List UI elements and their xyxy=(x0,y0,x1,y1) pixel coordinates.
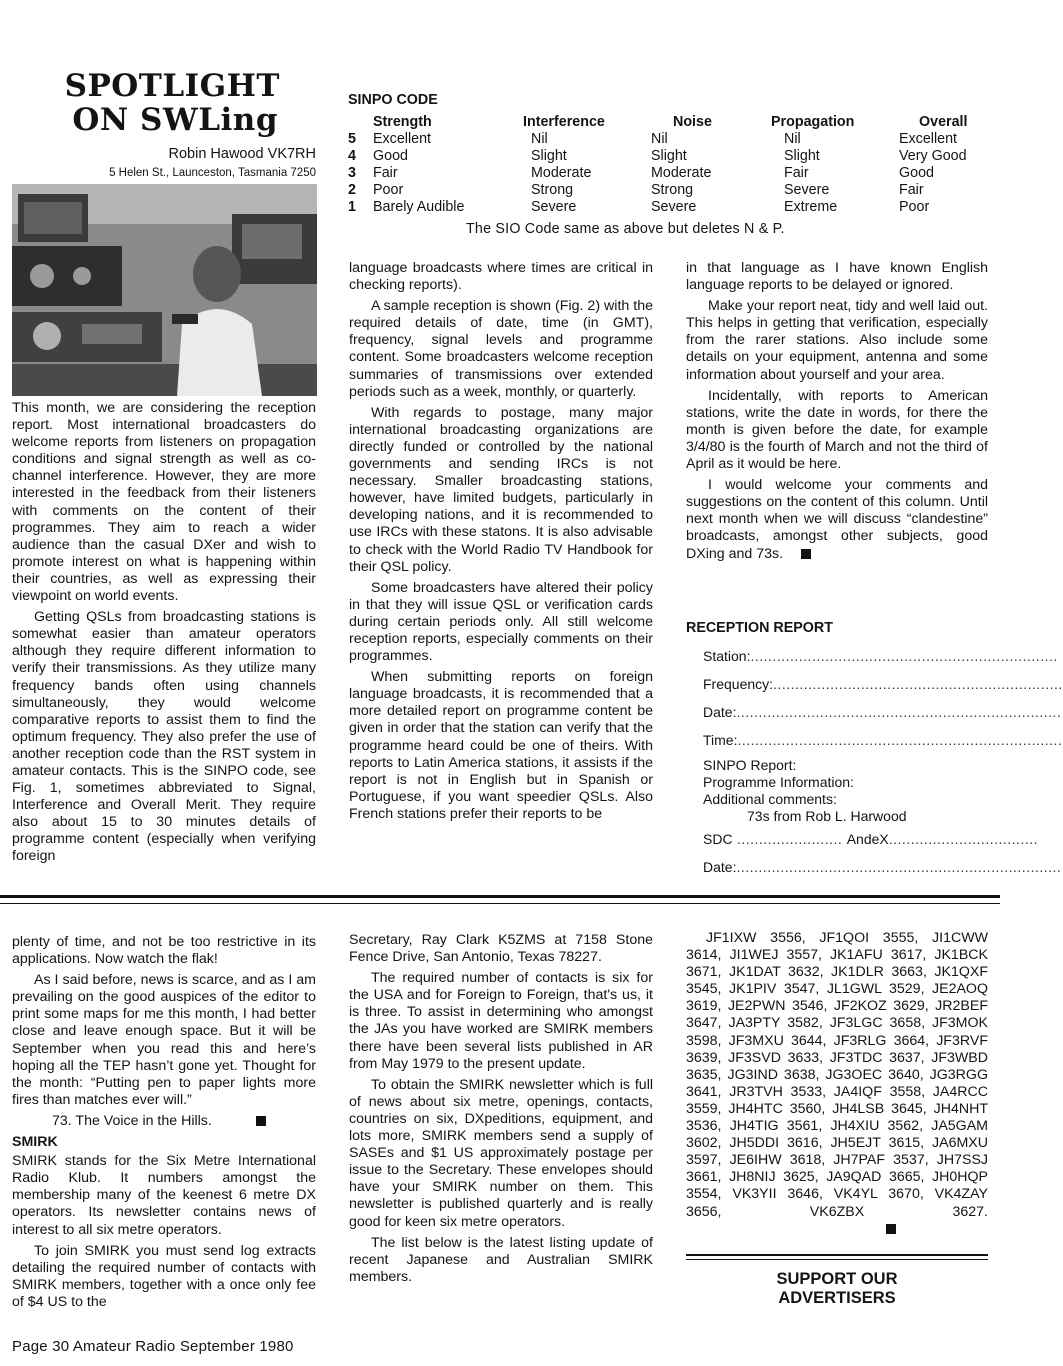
paragraph: The list below is the latest listing update of recent Japanese and Australian SMIRK members. xyxy=(349,1234,653,1285)
sinpo-col-propagation: Propagation xyxy=(771,114,855,130)
smirk-heading: SMIRK xyxy=(12,1134,58,1151)
sinpo-col-interference: Interference xyxy=(523,114,605,130)
form-frequency: Frequency:.................................................................. xyxy=(703,676,1063,692)
signoff-line: 73. The Voice in the Hills. xyxy=(12,1113,316,1130)
form-sinpo-report: SINPO Report: xyxy=(703,757,797,773)
end-of-section-mark xyxy=(256,1116,266,1126)
sinpo-title: SINPO CODE xyxy=(348,92,438,108)
paragraph: This month, we are considering the reception report. Most international broadcasters do welcome reports from listeners on propagation conditions and signal strength as well as co-channel interference. However, they are more interested in the feedback from their listeners with comments on the content of their programmes. They aim to reach a wider audience than the casual DXer and wish to promote interest on what is happening within their countries, as well as expressing their viewpoint on world events. xyxy=(12,400,316,605)
headline-spotlight: SPOTLIGHT xyxy=(64,68,280,104)
form-programme: Programme Information: xyxy=(703,774,854,790)
smirk-members-list: JF1IXW 3556, JF1QOI 3555, JI1CWW 3614, JI1WEJ 3557, JK1AFU 3617, JK1BCK 3671, JK1DAT 3632, JK1DLR 3663, JK1QXF 3545, JK1PIV 3547, JL1GWL 3529, JE2AOQ 3619, JE2PWN 3546, JF2KOZ 3629, JR2BEF 3647, JA3PTY 3582, JF3LGC 3658, JF3MOK 3598, JF3MXU 3644, JF3RLG 3664, JF3RVF 3639, JF3SVD 3633, JF3TDC 3637, JF3WBD 3635, JG3IND 3638, JG3OEC 3640, JG3RGG 3641, JR3TVH 3533, JA4IQF 3558, JA4RCC 3559, JH4HTC 3560, JH4LSB 3645, JH4NHT 3536, JH4TIG 3561, JH4XIU 3562, JA5GAM 3602, JH5DDI 3616, JH5EJT 3615, JA6MXU 3597, JE6IHW 3618, JH7PAF 3537, JH7SSJ 3661, JH8NIJ 3625, JA9QAD 3665, JH0HQP 3554, VK3YII 3646, VK4YL 3670, VK4ZAY 3656, VK6ZBX 3627. xyxy=(686,930,988,1238)
form-additional: Additional comments: xyxy=(703,791,837,807)
form-date: Date:.......................................................................... xyxy=(703,704,1062,720)
paragraph: A sample reception is shown (Fig. 2) with the required details of date, time (in GMT), frequency, signal levels and programme content. Some broadcasters welcome reception summaries of transmissions over extended periods such as a week, monthly, or quarterly. xyxy=(349,298,653,400)
paragraph: plenty of time, and not be too restrictive in its applications. Now watch the flak! xyxy=(12,934,316,968)
sinpo-row: 2 Poor Strong Strong Severe Fair xyxy=(348,182,924,198)
lower-column-3 xyxy=(686,930,988,1242)
column-2 xyxy=(349,260,653,827)
form-date-2: Date:.......................................................................... xyxy=(703,859,1062,875)
page-footer: Page 30 Amateur Radio September 1980 xyxy=(12,1338,294,1355)
photo-illustration xyxy=(12,184,317,396)
sinpo-table xyxy=(348,114,999,216)
form-sdc: SDC ........................ AndeX.................................. xyxy=(703,831,1038,847)
sinpo-row: 1 Barely Audible Severe Severe Extreme Poor xyxy=(348,199,930,215)
paragraph: Secretary, Ray Clark K5ZMS at 7158 Stone Fence Drive, San Antonio, Texas 78227. xyxy=(349,932,653,966)
support-line-2: ADVERTISERS xyxy=(778,1289,896,1307)
form-signoff: 73s from Rob L. Harwood xyxy=(747,808,907,824)
paragraph: SMIRK stands for the Six Metre International Radio Klub. It numbers amongst the membership many of the keenest 6 metre DX operators. Its newsletter contains news of interest to all six metre operators. xyxy=(12,1153,316,1238)
paragraph: To join SMIRK you must send log extracts detailing the required number of contacts with SMIRK members, together with a once only fee of $4 US to the xyxy=(12,1242,316,1310)
paragraph: To obtain the SMIRK newsletter which is full of news about six metre, openings, contacts, countries on six, DXpeditions, equipment, and lots more, SMIRK members send a supply of SASEs and $1 US approximately postage per issue to the Secretary. These envelopes should have your SMIRK number on them. This newsletter is published quarterly and is really good for keen six metre operators. xyxy=(349,1076,653,1230)
end-of-list-mark xyxy=(886,1224,896,1234)
sinpo-row: 4 Good Slight Slight Slight Very Good xyxy=(348,148,967,164)
paragraph: As I said before, news is scarce, and as I am prevailing on the good auspices of the editor to print some maps for me this month, I had better close and leave enough space. But it will be September when you read this and here’s hoping all the TEP hasn’t gone yet. Thought for the month: “Putting pen to paper lights more fires than matches ever will.” xyxy=(12,972,316,1108)
sinpo-header-row xyxy=(348,114,999,131)
column-1 xyxy=(12,400,316,870)
paragraph: language broadcasts where times are critical in checking reports). xyxy=(349,260,653,294)
form-station: Station:...................................................................... xyxy=(703,648,1058,664)
sinpo-col-overall: Overall xyxy=(919,114,968,130)
sinpo-row: 5 Excellent Nil Nil Nil Excellent xyxy=(348,131,958,147)
paragraph: Getting QSLs from broadcasting stations is somewhat easier than amateur operators although they require different information to verify their transmissions. As they utilize many frequency bands often using channels simultaneously, they would welcome comparative reports to assist them to find the optimum frequency. They also prefer the use of another reception code than the RST system in amateur contacts. This is the SINPO code, see Fig. 1, sometimes abbreviated to Signal, Interference and Overall Merit. They require also about 15 to 30 minutes details of programme content (especially when verifying foreign xyxy=(12,609,316,865)
reception-report-title: RECEPTION REPORT xyxy=(686,620,833,636)
lower-column-2 xyxy=(349,932,653,1290)
end-of-article-mark xyxy=(801,549,811,559)
support-box-top-rule xyxy=(686,1254,988,1256)
paragraph: Make your report neat, tidy and well laid out. This helps in getting that verification, especially from the rarer stations. Also include some details on your equipment, antenna and some information about yourself and your area. xyxy=(686,298,988,383)
support-advertisers xyxy=(686,1270,988,1308)
paragraph: Some broadcasters have altered their policy in that they will issue QSL or verification cards during certain periods only. All still welcome reception reports, especially comments on their programmes. xyxy=(349,579,653,665)
paragraph: I would welcome your comments and suggestions on the content of this column. Until next month when we will discuss “clandestine” broadcasts, amongst other subjects, good DXing and 73s. xyxy=(686,477,988,562)
reception-report-form xyxy=(703,642,1063,881)
sinpo-row: 3 Fair Moderate Moderate Fair Good xyxy=(348,165,934,181)
horizontal-rule-thin xyxy=(0,903,1000,904)
sinpo-footnote: The SIO Code same as above but deletes N & P. xyxy=(466,221,785,237)
byline-author: Robin Hawood VK7RH xyxy=(168,146,316,162)
column-3 xyxy=(686,260,988,567)
horizontal-rule xyxy=(0,895,1000,898)
paragraph: in that language as I have known English language reports to be delayed or ignored. xyxy=(686,260,988,294)
form-time: Time:.......................................................................... xyxy=(703,732,1063,748)
photo-radio-shack xyxy=(12,184,317,396)
paragraph: The required number of contacts is six for the USA and for Foreign to Foreign, that's us, it is three. To assist in determining who amongst the JAs you have worked are SMIRK members there have been several lists published in AR from May 1979 to the present update. xyxy=(349,970,653,1072)
paragraph: With regards to postage, many major international broadcasting organizations are directly funded or controlled by the national governments and sending IRCs is not necessary. Smaller broadcasting stations, however, have limited budgets, particularly in developing nations, and it is recommended to use IRCs with these statons. It is also advisable to check with the World Radio TV Handbook for their QSL policy. xyxy=(349,404,653,575)
sinpo-col-strength: Strength xyxy=(373,114,432,130)
paragraph: Incidentally, with reports to American stations, write the date in words, for there the month is given before the date, for example 3/4/80 is the fourth of March and not the third of April as it would be here. xyxy=(686,387,988,473)
headline-on-swling: ON SWLing xyxy=(72,102,278,138)
support-line-1: SUPPORT OUR xyxy=(776,1270,898,1288)
sinpo-col-noise: Noise xyxy=(673,114,712,130)
lower-column-1 xyxy=(12,934,316,1315)
support-box-bottom-rule xyxy=(686,1259,988,1260)
byline-address: 5 Helen St., Launceston, Tasmania 7250 xyxy=(109,167,316,179)
paragraph: When submitting reports on foreign language broadcasts, it is recommended that a more detailed report on programme content be given in order that the station can verify that the programme heard could be one of theirs. With reports to Latin America stations, it assists if the report is not in English but in Spanish or Portuguese, if you want speedier QSLs. Also French stations prefer their reports to be xyxy=(349,669,653,822)
